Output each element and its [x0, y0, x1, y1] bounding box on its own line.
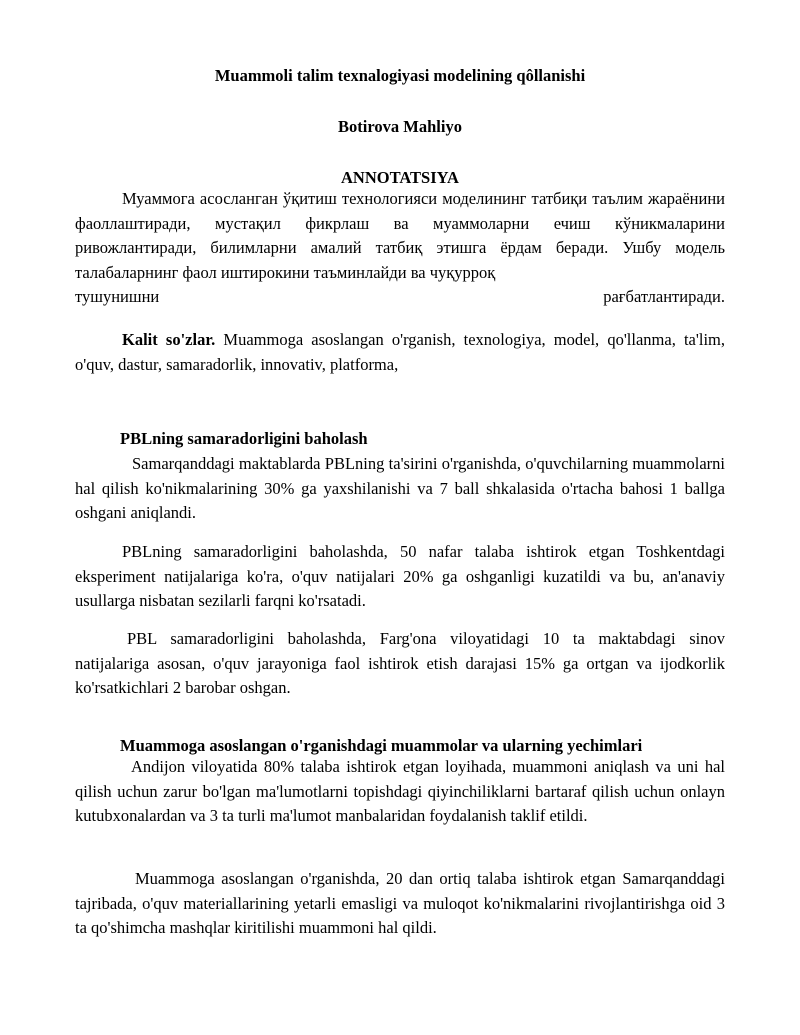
section2-paragraph-2: Muammoga asoslangan o'rganishda, 20 dan ortiq talaba ishtirok etgan Samarqanddagi tajribada, o'quv materiallarining yetarli emasligi va muloqot ko'nikmalarini rivojlantirishga oid 3 ta qo'shimcha mashqlar kiritilishi muammoni hal qildi. — [75, 869, 725, 937]
annotation-text: Муаммога асосланган ўқитиш технологияси моделининг татбиқи таълим жараёнини фаоллаштиради, мустақил фикрлаш ва муаммоларни ечиш кўникмаларини ривожлантиради, билимларни амалий татбиқ этишга ёрдам беради. Ушбу модель талабаларнинг фаол иштирокини таъминлайди ва чуқурроқ — [75, 189, 725, 282]
annotation-text-last-line — [75, 285, 725, 310]
author-name: Botirova Mahliyo — [338, 117, 462, 136]
section2-paragraph-1: Andijon viloyatida 80% talaba ishtirok etgan loyihada, muammoni aniqlash va uni hal qilish uchun zarur bo'lgan ma'lumotlarni topishdagi qiyinchiliklarni bartaraf qilish uchun onlayn kutubxonalardan va 3 ta turli ma'lumot manbalaridan foydalanish taklif etildi. — [75, 757, 725, 825]
section2-heading: Muammoga asoslangan o'rganishdagi muammolar va ularning yechimlari — [120, 736, 643, 755]
keywords-text: Muammoga asoslangan o'rganish, texnologiya, model, qo'llanma, ta'lim, o'quv, dastur, samaradorlik, innovativ, platforma, — [75, 330, 725, 374]
section1-paragraph-1: Samarqanddagi maktablarda PBLning ta'sirini o'rganishda, o'quvchilarning muammolarni hal qilish ko'nikmalarining 30% ga yaxshilanishi va 7 ball shkalasida o'rtacha bahosi 1 ballga oshgani aniqlandi. — [75, 454, 725, 522]
section1-paragraph-3: PBL samaradorligini baholashda, Farg'ona viloyatidagi 10 ta maktabdagi sinov natijalariga asosan, o'quv jarayoniga faol ishtirok etish darajasi 15% ga ortgan va ijodkorlik ko'rsatkichlari 2 barobar oshgan. — [75, 629, 725, 697]
keywords-label: Kalit so'zlar. — [122, 330, 216, 349]
section1-heading: PBLning samaradorligini baholash — [120, 429, 368, 448]
section1-paragraph-2: PBLning samaradorligini baholashda, 50 nafar talaba ishtirok etgan Toshkentdagi eksperiment natijalariga ko'ra, o'quv natijalari 20% ga oshganligi kuzatildi va bu, an'anaviy usullarga nisbatan sezilarli farqni ko'rsatadi. — [75, 542, 725, 610]
annotation-last-right: рағбатлантиради. — [603, 287, 725, 306]
document-title: Muammoli talim texnalogiyasi modelining qôllanishi — [214, 66, 586, 85]
annotation-last-left: тушунишни — [75, 287, 160, 306]
keywords-paragraph — [75, 328, 725, 377]
annotation-heading: ANNOTATSIYA — [341, 168, 459, 187]
